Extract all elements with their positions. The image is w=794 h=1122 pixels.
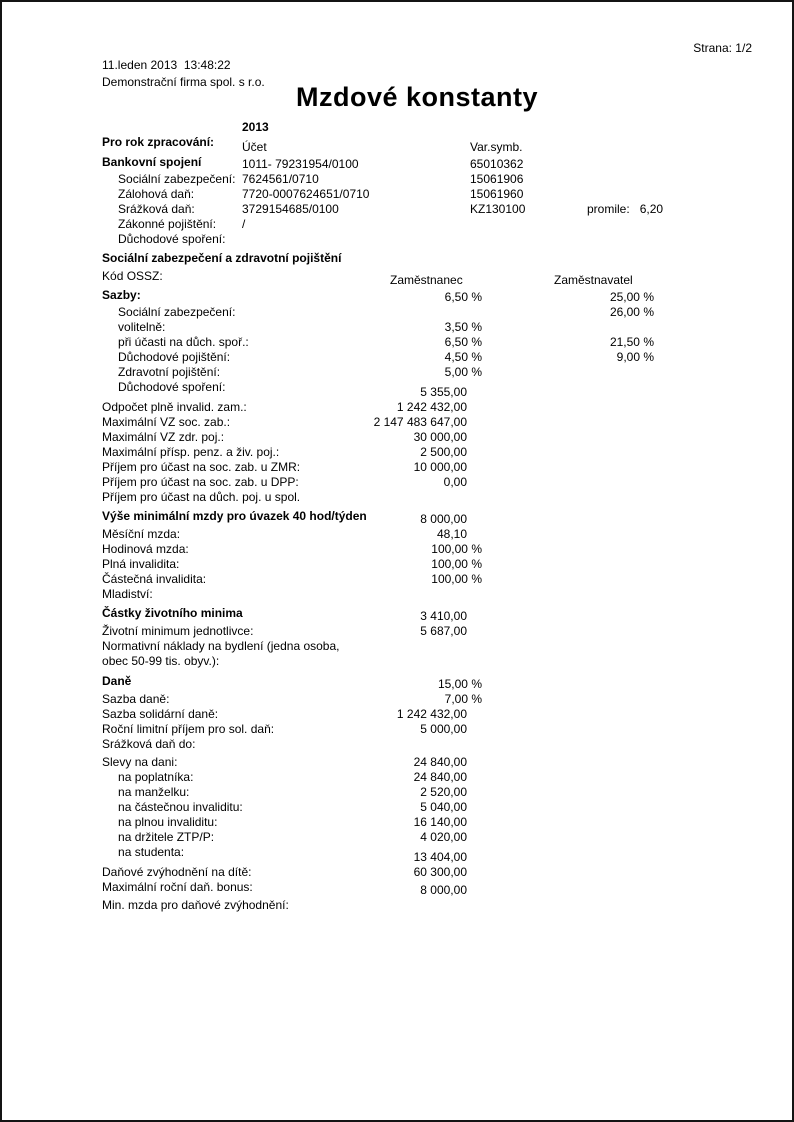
subsection-label: Slevy na dani:: [102, 755, 178, 769]
row-label: Plná invalidita:: [102, 557, 180, 571]
row-label: Daňové zvýhodnění na dítě:: [102, 865, 252, 879]
row-value: 5 000,00: [420, 722, 467, 736]
row-label: na studenta:: [118, 845, 185, 859]
row-label: Normativní náklady na bydlení (jedna osoba, obec 50-99 tis. obyv.):: [102, 639, 340, 668]
rate-employee-value: 3,50 %: [444, 320, 482, 334]
row-label: Maximální roční daň. bonus:: [102, 880, 253, 894]
row-value: 4 020,00: [420, 830, 467, 844]
row-value: 1 242 432,00: [396, 707, 467, 721]
bank-row-varsymb: KZ130100: [470, 202, 526, 216]
rate-row-label: při účasti na důch. spoř.:: [118, 335, 249, 349]
row-label: Mladiství:: [102, 587, 153, 601]
discount-row: [82, 755, 752, 784]
bank-row-account: 7720-0007624651/0710: [242, 187, 370, 201]
row-label: Maximální VZ soc. zab.:: [102, 415, 231, 429]
row-value: 3 410,00: [420, 609, 467, 623]
section-title: Sociální zabezpečení a zdravotní pojištění: [102, 251, 342, 265]
rate-row-label: volitelně:: [118, 320, 166, 334]
row-label: Hodinová mzda:: [102, 542, 189, 556]
row-label: Příjem pro účast na soc. zab. u ZMR:: [102, 460, 301, 474]
section-title: Výše minimální mzdy pro úvazek 40 hod/týden: [102, 509, 367, 523]
bank-row-account: 7624561/0710: [242, 172, 319, 186]
rate-row-label: Sociální zabezpečení:: [118, 305, 236, 319]
bank-row-varsymb: 65010362: [470, 157, 524, 171]
rates-col-employee: Zaměstnanec: [390, 273, 463, 287]
min-wage-bonus-row: [82, 883, 752, 912]
year-label: Pro rok zpracování:: [102, 135, 215, 149]
company-row: [82, 57, 752, 89]
bank-col-account: Účet: [242, 140, 267, 154]
bank-row-varsymb: 15061960: [470, 187, 524, 201]
bank-row: [82, 217, 752, 246]
rate-employer-value: 25,00 %: [609, 290, 654, 304]
year-value: 2013: [242, 120, 269, 134]
row-label: Životní minimum jednotlivce:: [102, 624, 254, 638]
rate-employer-value: 21,50 %: [609, 335, 654, 349]
bank-section-title: Bankovní spojení: [102, 155, 202, 169]
row-value: 100,00 %: [431, 572, 482, 586]
row-label: na držitele ZTP/P:: [118, 830, 215, 844]
row-label: Roční limitní příjem pro sol. daň:: [102, 722, 275, 736]
bank-row-label: Zákonné pojištění:: [118, 217, 217, 231]
bank-row-varsymb: 15061906: [470, 172, 524, 186]
header-row: [82, 40, 752, 72]
report-title: Mzdové konstanty: [295, 82, 539, 112]
row-label: Měsíční mzda:: [102, 527, 181, 541]
row-label: Odpočet plně invalid. zam.:: [102, 400, 247, 414]
row-label: Min. mzda pro daňové zvýhodnění:: [102, 898, 289, 912]
row-value: 5 355,00: [420, 385, 467, 399]
row-value: 16 140,00: [413, 815, 467, 829]
min-wage-row: [82, 572, 752, 601]
row-value: 1 242 432,00: [396, 400, 467, 414]
row-value: 30 000,00: [413, 430, 467, 444]
row-label: Příjem pro účast na soc. zab. u DPP:: [102, 475, 299, 489]
row-label: Sazba daně:: [102, 692, 170, 706]
rate-employee-value: 6,50 %: [444, 290, 482, 304]
row-value: 2 520,00: [420, 785, 467, 799]
row-value: 8 000,00: [420, 883, 467, 897]
row-label: Sazba solidární daně:: [102, 707, 219, 721]
row-value: 5 040,00: [420, 800, 467, 814]
row-value: 2 500,00: [420, 445, 467, 459]
living-minimum-row: [82, 624, 752, 668]
bank-row-label: Sociální zabezpečení:: [118, 172, 236, 186]
section-title: Daně: [102, 674, 132, 688]
promile-value: 6,20: [639, 202, 664, 216]
bank-row-account: 1011- 79231954/0100: [242, 157, 359, 171]
rate-employee-value: 4,50 %: [444, 350, 482, 364]
social-section-title: [82, 236, 752, 265]
bank-row-label: Zálohová daň:: [118, 187, 195, 201]
row-label: na poplatníka:: [118, 770, 194, 784]
tax-row: [82, 722, 752, 751]
rate-employer-value: 9,00 %: [616, 350, 654, 364]
rate-employee-value: 6,50 %: [444, 335, 482, 349]
company-name: Demonstrační firma spol. s r.o.: [102, 75, 265, 89]
report-datetime: 11.leden 2013 13:48:22: [102, 58, 231, 72]
row-value: 48,10: [436, 527, 467, 541]
limit-row: [82, 475, 752, 504]
page-number: Strana: 1/2: [693, 41, 752, 55]
row-label: na manželku:: [118, 785, 190, 799]
limit-row: [82, 460, 752, 489]
bank-row-label: Důchodové spoření:: [118, 232, 226, 246]
row-label: Srážková daň do:: [102, 737, 196, 751]
min-wage-row: [82, 542, 752, 571]
row-value: 24 840,00: [413, 755, 467, 769]
rate-row-label: Důchodové pojištění:: [118, 350, 231, 364]
row-value: 15,00 %: [437, 677, 482, 691]
rates-title: Sazby:: [102, 288, 141, 302]
rate-employer-value: 26,00 %: [609, 305, 654, 319]
row-value: 10 000,00: [413, 460, 467, 474]
row-value: 13 404,00: [413, 850, 467, 864]
bank-row-label: Srážková daň:: [118, 202, 195, 216]
row-label: Maximální přísp. penz. a živ. poj.:: [102, 445, 280, 459]
row-label: Příjem pro účast na důch. poj. u spol.: [102, 490, 301, 504]
row-value: 100,00 %: [431, 542, 482, 556]
row-label: na částečnou invaliditu:: [118, 800, 243, 814]
row-value: 7,00 %: [444, 692, 482, 706]
row-value: 2 147 483 647,00: [373, 415, 467, 429]
row-value: 100,00 %: [431, 557, 482, 571]
report-content: [82, 2, 752, 912]
rate-row-label: Důchodové spoření:: [118, 380, 226, 394]
bank-col-varsymb: Var.symb.: [470, 140, 523, 154]
row-value: 5 687,00: [420, 624, 467, 638]
promile-group: [587, 202, 663, 217]
kod-ossz-label: Kód OSSZ:: [102, 269, 163, 283]
min-wage-row: [82, 557, 752, 586]
row-value: 8 000,00: [420, 512, 467, 526]
bank-row-account: 3729154685/0100: [242, 202, 339, 216]
bank-row-account: /: [242, 217, 246, 231]
row-value: 0,00: [443, 475, 467, 489]
promile-label: promile:: [587, 202, 630, 216]
row-label: na plnou invaliditu:: [118, 815, 218, 829]
row-value: 24 840,00: [413, 770, 467, 784]
section-title: Částky životního minima: [102, 606, 243, 620]
row-label: Částečná invalidita:: [102, 572, 207, 586]
row-value: 60 300,00: [413, 865, 467, 879]
row-label: Maximální VZ zdr. poj.:: [102, 430, 225, 444]
rates-col-employer: Zaměstnavatel: [554, 273, 633, 287]
rate-employee-value: 5,00 %: [444, 365, 482, 379]
rate-row-label: Zdravotní pojištění:: [118, 365, 221, 379]
bank-row: [82, 202, 752, 231]
